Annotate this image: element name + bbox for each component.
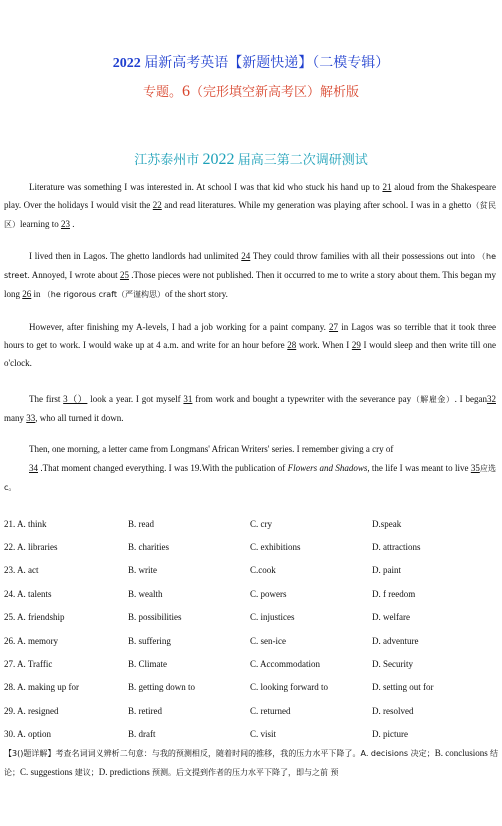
option-row bbox=[4, 559, 498, 582]
option-cell: B. wealth bbox=[128, 588, 163, 599]
analysis-text: B. conclusions bbox=[434, 748, 491, 758]
document-title bbox=[0, 52, 502, 72]
text: . I began bbox=[454, 394, 487, 404]
exam-name: 届高三第二次调研测试 bbox=[234, 152, 368, 167]
subtitle-text: （完形填空新高考区）解析版 bbox=[190, 84, 360, 99]
chinese-note: （解雇金） bbox=[411, 395, 455, 404]
title-text: 届新高考英语【新题快递】（二模专辑） bbox=[140, 56, 390, 71]
option-cell: B. charities bbox=[128, 542, 169, 553]
option-row bbox=[4, 512, 498, 535]
book-title: Flowers and Shadows, bbox=[287, 463, 370, 473]
option-cell: D. attractions bbox=[372, 542, 421, 553]
text: I would sleep and then write till one o'clock. bbox=[4, 340, 496, 368]
blank-27: 27 bbox=[329, 322, 339, 332]
analysis-text: C. suggestions bbox=[20, 767, 75, 777]
title-year: 2022 bbox=[112, 56, 141, 71]
exam-location: 江苏泰州市 bbox=[134, 152, 203, 167]
option-cell: C. sen-ice bbox=[250, 635, 286, 646]
text: However, after finishing my A-levels, I had a job working for a paint company. bbox=[29, 322, 330, 332]
text: learning to bbox=[20, 219, 61, 229]
option-cell: 25. A. friendship bbox=[4, 612, 65, 623]
blank-24: 24 bbox=[241, 251, 251, 261]
option-cell: 29. A. resigned bbox=[4, 705, 59, 716]
blank-26: 26 bbox=[22, 289, 32, 299]
option-cell: D. setting out for bbox=[372, 682, 434, 693]
text: in bbox=[31, 289, 43, 299]
exam-year: 2022 bbox=[202, 151, 235, 168]
option-cell: C. injustices bbox=[250, 612, 295, 623]
option-cell: C. looking forward to bbox=[250, 682, 328, 693]
text: They could throw families with all their possessions out into bbox=[250, 251, 478, 261]
option-row bbox=[4, 629, 498, 652]
option-row bbox=[4, 535, 498, 558]
option-cell: 30. A. option bbox=[4, 729, 52, 740]
blank-23: 23 bbox=[61, 219, 70, 229]
text: .Those pieces were not published. Then it occurred to me to write a story about them. This began my long bbox=[4, 270, 496, 299]
option-cell: C. powers bbox=[250, 588, 287, 599]
text: in Lagos was so terrible that it took three hours to get to work. I would wake up at 4 a.m. and write for an hour before bbox=[4, 322, 496, 350]
option-row bbox=[4, 582, 498, 605]
option-cell: D. adventure bbox=[372, 635, 419, 646]
text: Literature was something I was interested in. At school I was that kid who stuck his hand up to bbox=[29, 182, 383, 192]
blank-30: 3（） bbox=[63, 394, 88, 404]
blank-35: 35 bbox=[470, 463, 480, 473]
option-cell: C. cry bbox=[250, 518, 272, 529]
blank-22: 22 bbox=[152, 200, 162, 210]
option-cell: B. getting down to bbox=[128, 682, 195, 693]
text: aloud from the Shakespeare play. Over the holidays I would visit the bbox=[4, 182, 497, 210]
subtitle-number: 6 bbox=[182, 83, 190, 100]
text: The first bbox=[29, 394, 64, 404]
chinese-note: （he rigorous craft（严谨构思） bbox=[42, 290, 165, 299]
passage-paragraph-6 bbox=[4, 459, 496, 497]
option-cell: 22. A. libraries bbox=[4, 542, 58, 553]
text: work. When I bbox=[296, 340, 352, 350]
text: the life I was meant to live bbox=[369, 463, 471, 473]
document-subtitle bbox=[0, 81, 502, 101]
option-cell: D.speak bbox=[372, 518, 402, 529]
analysis-text: D. predictions bbox=[98, 767, 153, 777]
option-cell: C. returned bbox=[250, 705, 291, 716]
option-cell: 23. A. act bbox=[4, 565, 39, 576]
option-cell: 28. A. making up for bbox=[4, 682, 79, 693]
text: I lived then in Lagos. The ghetto landlords had unlimited bbox=[29, 251, 242, 261]
option-cell: 21. A. think bbox=[4, 518, 47, 529]
blank-31: 31 bbox=[183, 394, 193, 404]
blank-34: 34 bbox=[29, 463, 38, 473]
text: look a year. I got myself bbox=[87, 394, 184, 404]
blank-21: 21 bbox=[382, 182, 392, 192]
analysis-text: 建议； bbox=[74, 768, 99, 777]
option-cell: D. Security bbox=[372, 659, 413, 670]
text: Annoyed, I wrote about bbox=[29, 270, 120, 280]
blank-25: 25 bbox=[119, 270, 129, 280]
option-cell: B. Climate bbox=[128, 659, 167, 670]
option-cell: C.cook bbox=[250, 565, 276, 576]
blank-33: 33 bbox=[26, 413, 36, 423]
option-row bbox=[4, 652, 498, 675]
option-cell: B. suffering bbox=[128, 635, 171, 646]
option-row bbox=[4, 606, 498, 629]
text: . bbox=[70, 219, 75, 229]
text: , who all turned it down. bbox=[35, 413, 124, 423]
option-cell: B. draft bbox=[128, 729, 156, 740]
blank-32: 32 bbox=[487, 394, 496, 404]
option-cell: B. possibilities bbox=[128, 612, 182, 623]
analysis-text: 【3()题详解】考查名词词义辨析二句意：与我的预测相反，随着时间的推移，我的压力水平下降了。A. decisions bbox=[4, 749, 411, 758]
text: .That moment changed everything. I was 19.With the publication of bbox=[38, 463, 288, 473]
text: many bbox=[4, 413, 27, 423]
option-cell: 26. A. memory bbox=[4, 635, 58, 646]
analysis-text: 结论； bbox=[4, 749, 499, 777]
option-cell: D. picture bbox=[372, 729, 408, 740]
text: Then, one morning, a letter came from Longmans' African Writers' series. I remember giving a cry of bbox=[29, 444, 394, 454]
exam-heading bbox=[0, 149, 502, 169]
chinese-note: 应选c。 bbox=[4, 464, 497, 492]
chinese-note: （he street. bbox=[4, 252, 497, 280]
text: and read literatures. While my generation was playing after school. I was in a ghetto bbox=[161, 200, 472, 210]
text: of the short story. bbox=[165, 289, 228, 299]
option-cell: D. f reedom bbox=[372, 588, 416, 599]
option-cell: C. exhibitions bbox=[250, 542, 301, 553]
option-cell: D. paint bbox=[372, 565, 401, 576]
blank-29: 29 bbox=[351, 340, 361, 350]
passage-paragraph-5 bbox=[4, 440, 496, 458]
option-cell: D. resolved bbox=[372, 705, 414, 716]
passage-paragraph-1 bbox=[4, 178, 496, 234]
analysis-text: 预测。后文提到作者的压力水平下降了，即与之前 预 bbox=[152, 768, 339, 777]
option-cell: 27. A. Traffic bbox=[4, 659, 53, 670]
subtitle-prefix: 专题。 bbox=[142, 84, 182, 99]
option-cell: C. Accommodation bbox=[250, 659, 320, 670]
text: from work and bought a typewriter with the severance pay bbox=[192, 394, 412, 404]
option-row bbox=[4, 699, 498, 722]
passage-paragraph-3 bbox=[4, 318, 496, 372]
passage-paragraph-4 bbox=[4, 390, 496, 427]
answer-analysis bbox=[4, 744, 498, 782]
option-cell: B. write bbox=[128, 565, 157, 576]
option-row bbox=[4, 723, 498, 746]
option-cell: C. visit bbox=[250, 729, 277, 740]
option-cell: 24. A. talents bbox=[4, 588, 52, 599]
option-cell: D. welfare bbox=[372, 612, 410, 623]
analysis-text: 决定； bbox=[410, 749, 435, 758]
passage-paragraph-2 bbox=[4, 247, 496, 304]
blank-28: 28 bbox=[287, 340, 297, 350]
options-table bbox=[4, 512, 498, 746]
option-cell: B. read bbox=[128, 518, 154, 529]
option-row bbox=[4, 676, 498, 699]
option-cell: B. retired bbox=[128, 705, 162, 716]
chinese-note: （贫民区） bbox=[4, 201, 497, 229]
